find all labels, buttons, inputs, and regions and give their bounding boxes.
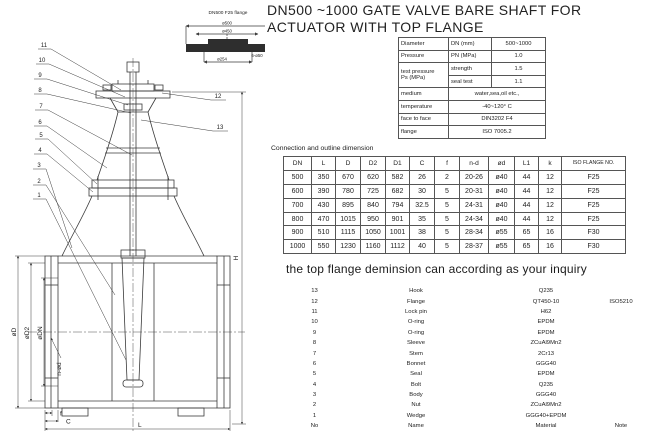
callout-1: 1: [37, 193, 41, 199]
part-name: O-ring: [407, 319, 425, 326]
col-header: f: [435, 157, 460, 171]
dim-cell: 682: [386, 184, 410, 198]
dim-label-oD2: øD2: [24, 326, 31, 340]
col-header: ød: [489, 157, 515, 171]
dim-cell: 32.5: [410, 198, 435, 212]
part-material: Q235: [538, 288, 554, 295]
footer-note: Note: [614, 423, 628, 430]
dim-cell: 26: [410, 170, 435, 184]
list-item: [292, 296, 645, 306]
table-row: [284, 226, 626, 240]
spec-label-line1: test pressure: [401, 69, 435, 76]
col-header: L1: [515, 157, 539, 171]
dim-label-oDN: øDN: [37, 326, 44, 340]
dim-cell: 900: [284, 226, 312, 240]
callout-13: 13: [216, 125, 224, 131]
part-name: O-ring: [407, 329, 425, 336]
dim-label-nod: n-ød: [56, 362, 63, 376]
callout-7: 7: [39, 104, 43, 110]
col-header: ISO FLANGE NO.: [562, 157, 626, 171]
dim-cell: 500: [284, 170, 312, 184]
dim-label-f: f: [60, 410, 62, 418]
list-item: [292, 400, 645, 410]
dim-cell: 470: [312, 212, 336, 226]
col-header: n-d: [460, 157, 489, 171]
callout-5: 5: [39, 133, 43, 139]
dim-cell: F25: [562, 184, 626, 198]
part-name: Bolt: [410, 381, 422, 388]
table-row: [284, 184, 626, 198]
list-item: [292, 307, 645, 317]
dim-cell: 670: [336, 170, 361, 184]
dim-cell: F25: [562, 212, 626, 226]
dim-cell: 28-34: [460, 226, 489, 240]
dim-cell: 430: [312, 198, 336, 212]
list-item: [292, 286, 645, 296]
table-row: [399, 63, 546, 76]
title-line-1: DN500 ~1000 GATE VALVE BARE SHAFT FOR: [267, 2, 582, 18]
dim-cell: 40: [410, 240, 435, 254]
part-material: GGG40+EPDM: [525, 412, 567, 419]
parts-list-footer: [292, 421, 645, 431]
spec-label: face to face: [399, 113, 449, 126]
spec-label: Diameter: [399, 38, 449, 51]
dim-cell: F30: [562, 226, 626, 240]
dim-cell: 794: [386, 198, 410, 212]
col-header: L: [312, 157, 336, 171]
part-name: Body: [409, 392, 423, 399]
list-item: [292, 369, 645, 379]
dim-cell: 1160: [361, 240, 386, 254]
part-no: 3: [312, 392, 317, 399]
dim-cell: 35: [410, 212, 435, 226]
dim-cell: 950: [361, 212, 386, 226]
table-row: [399, 126, 546, 139]
dim-cell: 28-37: [460, 240, 489, 254]
dim-cell: 895: [336, 198, 361, 212]
spec-value: 1.1: [492, 75, 546, 88]
table-row: [284, 212, 626, 226]
list-item: [292, 317, 645, 327]
gate-valve-drawing: [0, 0, 265, 440]
dim-cell: 16: [539, 226, 562, 240]
spec-label: Pressure: [399, 50, 449, 63]
dim-cell: 65: [515, 226, 539, 240]
dim-cell: 16: [539, 240, 562, 254]
dim-cell: 600: [284, 184, 312, 198]
dim-label-H: H: [233, 255, 240, 261]
dim-cell: 620: [361, 170, 386, 184]
part-no: 13: [311, 288, 318, 295]
dim-cell: 24-31: [460, 198, 489, 212]
spec-value: water,sea,oil etc.,: [449, 88, 546, 101]
dim-cell: ø55: [489, 240, 515, 254]
col-header: C: [410, 157, 435, 171]
part-no: 7: [312, 350, 317, 357]
part-name: Lock pin: [405, 308, 427, 315]
dim-cell: 44: [515, 212, 539, 226]
detail-dim-mid: ø450: [222, 28, 232, 34]
col-header: DN: [284, 157, 312, 171]
dim-cell: 38: [410, 226, 435, 240]
part-material: EPDM: [537, 329, 555, 336]
dim-cell: 20-31: [460, 184, 489, 198]
dim-label-L: L: [138, 422, 142, 429]
dim-cell: 24-34: [460, 212, 489, 226]
part-no: 2: [312, 402, 317, 409]
title-line-2: ACTUATOR WITH TOP FLANGE: [267, 18, 484, 35]
dim-cell: 800: [284, 212, 312, 226]
valve-body-outline: [45, 62, 230, 416]
table-row: [399, 100, 546, 113]
spec-value: DIN3202 F4: [449, 113, 546, 126]
spec-value: -40~120° C: [449, 100, 546, 113]
part-material: GGG40: [535, 392, 557, 399]
spec-value: 1.0: [492, 50, 546, 63]
part-material: EPDM: [537, 371, 555, 378]
spec-label: temperature: [399, 100, 449, 113]
part-no: 9: [312, 329, 317, 336]
dim-cell: 1000: [284, 240, 312, 254]
dim-cell: 510: [312, 226, 336, 240]
dim-cell: 840: [361, 198, 386, 212]
part-material: GGG40: [535, 360, 557, 367]
part-name: Bonnet: [406, 360, 426, 367]
table-row: [284, 170, 626, 184]
callout-4: 4: [38, 148, 42, 154]
part-name: Hook: [409, 288, 423, 295]
dim-cell: 1050: [361, 226, 386, 240]
part-name: Nut: [411, 402, 421, 409]
list-item: [292, 338, 645, 348]
part-name: Wedge: [406, 412, 426, 419]
callout-leaders: [33, 49, 228, 360]
dim-cell: 5: [435, 184, 460, 198]
callout-10: 10: [38, 58, 46, 64]
part-material: Q235: [538, 381, 554, 388]
dim-cell: 1001: [386, 226, 410, 240]
table-header-row: [284, 157, 626, 171]
spec-sublabel: strength: [449, 63, 492, 76]
list-item: [292, 359, 645, 369]
callout-6: 6: [38, 120, 42, 126]
footer-name: Name: [408, 423, 424, 430]
dim-cell: 44: [515, 184, 539, 198]
dim-cell: F25: [562, 198, 626, 212]
detail-dim-bottom: ø254: [217, 56, 227, 62]
table-row: [399, 38, 546, 51]
dim-cell: ø55: [489, 226, 515, 240]
list-item: [292, 380, 645, 390]
table-row: [284, 198, 626, 212]
dim-cell: 65: [515, 240, 539, 254]
spec-value: ISO 7005.2: [449, 126, 546, 139]
part-no: 5: [312, 371, 317, 378]
part-no: 1: [312, 412, 317, 419]
part-material: EPDM: [537, 319, 555, 326]
dim-cell: 12: [539, 198, 562, 212]
table-row: [399, 50, 546, 63]
dimension-section-label: Connection and outline dimension: [271, 145, 374, 152]
part-no: 11: [311, 308, 318, 315]
part-material: ZCuAl9Mn2: [530, 340, 562, 347]
part-name: Sleeve: [406, 340, 425, 347]
dim-label-oD: øD: [11, 327, 18, 337]
dim-label-C: C: [66, 418, 71, 426]
part-material: ZCuAl9Mn2: [530, 402, 562, 409]
callout-2: 2: [37, 179, 41, 185]
dim-cell: 901: [386, 212, 410, 226]
list-item: [292, 390, 645, 400]
spec-value: 500~1000: [492, 38, 546, 51]
page-title: [267, 2, 582, 36]
spec-sublabel: DN (mm): [449, 38, 492, 51]
dim-cell: 12: [539, 212, 562, 226]
spec-label: flange: [399, 126, 449, 139]
spec-label-line2: Ps (MPa): [401, 75, 426, 82]
dim-cell: 2: [435, 170, 460, 184]
top-flange-note: the top flange deminsion can according as your inquiry: [286, 262, 587, 276]
footer-material: Material: [535, 423, 557, 430]
part-no: 10: [311, 319, 318, 326]
detail-caption: DN500 F25 flange: [208, 11, 248, 16]
callout-8: 8: [38, 88, 42, 94]
part-note: ISO5210: [609, 298, 633, 305]
dim-cell: 1115: [336, 226, 361, 240]
dim-cell: 20-26: [460, 170, 489, 184]
part-material: H62: [540, 308, 552, 315]
dim-cell: ø40: [489, 184, 515, 198]
part-material: 2Cr13: [537, 350, 555, 357]
callout-9: 9: [38, 73, 42, 79]
dim-cell: 550: [312, 240, 336, 254]
col-header: D: [336, 157, 361, 171]
spec-sublabel: PN (MPa): [449, 50, 492, 63]
table-row: [399, 88, 546, 101]
dim-cell: 5: [435, 240, 460, 254]
dim-cell: 1230: [336, 240, 361, 254]
list-item: [292, 411, 645, 421]
spec-value: 1.5: [492, 63, 546, 76]
spec-label: medium: [399, 88, 449, 101]
dim-cell: 12: [539, 184, 562, 198]
dim-cell: 582: [386, 170, 410, 184]
part-no: 8: [312, 340, 317, 347]
dim-cell: 700: [284, 198, 312, 212]
dim-cell: ø40: [489, 170, 515, 184]
spec-table: [398, 37, 546, 139]
list-item: [292, 348, 645, 358]
dim-cell: 30: [410, 184, 435, 198]
dim-cell: 5: [435, 212, 460, 226]
callout-11: 11: [40, 43, 48, 49]
dim-cell: 1112: [386, 240, 410, 254]
callout-12: 12: [214, 94, 222, 100]
dim-cell: 5: [435, 226, 460, 240]
dim-cell: 1015: [336, 212, 361, 226]
dim-cell: 12: [539, 170, 562, 184]
detail-dim-top: ø500: [222, 20, 232, 26]
dim-cell: 725: [361, 184, 386, 198]
part-no: 12: [311, 298, 318, 305]
footer-no: No: [310, 423, 319, 430]
part-name: Stem: [409, 350, 423, 357]
part-no: 4: [312, 381, 317, 388]
dim-cell: 44: [515, 170, 539, 184]
dim-cell: 390: [312, 184, 336, 198]
col-header: D2: [361, 157, 386, 171]
dim-cell: 44: [515, 198, 539, 212]
col-header: k: [539, 157, 562, 171]
dim-cell: 350: [312, 170, 336, 184]
detail-dim-holes: 6-ø50: [251, 53, 263, 58]
parts-list: [292, 286, 645, 431]
dim-cell: F25: [562, 170, 626, 184]
dim-cell: 780: [336, 184, 361, 198]
col-header: D1: [386, 157, 410, 171]
list-item: [292, 328, 645, 338]
callout-3: 3: [37, 163, 41, 169]
part-no: 6: [312, 360, 317, 367]
part-name: Flange: [406, 298, 425, 305]
dim-cell: 5: [435, 198, 460, 212]
part-name: Seal: [410, 371, 422, 378]
dim-cell: ø40: [489, 198, 515, 212]
table-row: [284, 240, 626, 254]
dimension-table: [283, 156, 626, 254]
spec-label: [399, 63, 449, 88]
dim-cell: F30: [562, 240, 626, 254]
dim-cell: ø40: [489, 212, 515, 226]
part-material: QT450-10: [532, 298, 560, 305]
spec-sublabel: seal test: [449, 75, 492, 88]
table-row: [399, 113, 546, 126]
